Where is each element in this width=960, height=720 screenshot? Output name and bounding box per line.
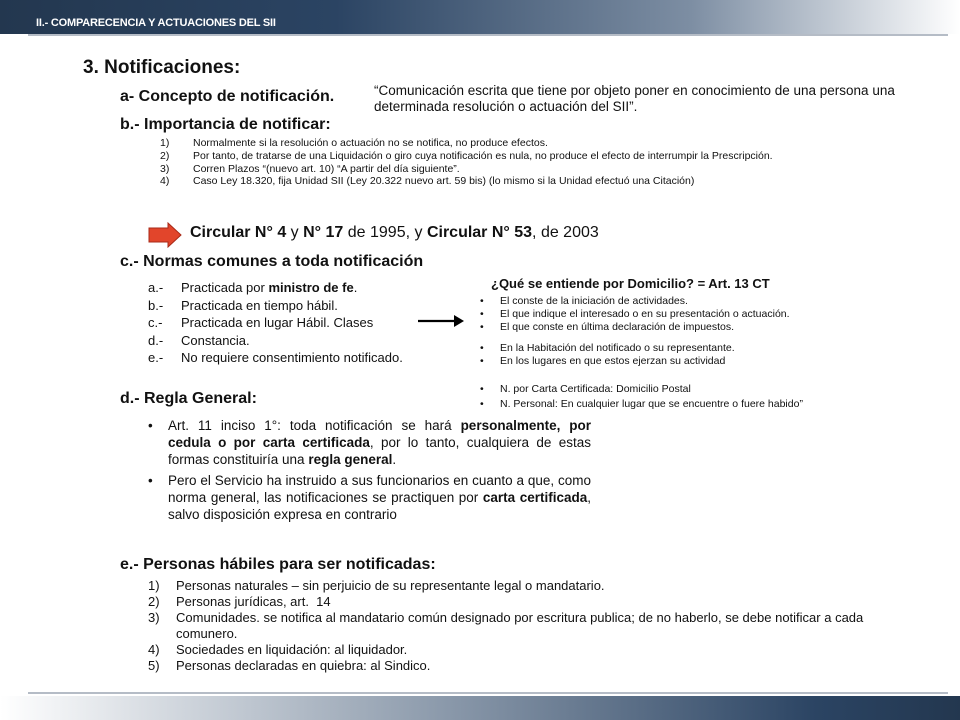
circular-reference: Circular N° 4 y N° 17 de 1995, y Circular N° 53, de 2003: [190, 224, 599, 241]
list-item: • En los lugares en que estos ejerzan su actividad: [480, 355, 726, 367]
list-item: 2) Personas jurídicas, art. 14: [148, 594, 331, 609]
header-divider: [28, 34, 948, 36]
list-item: b.- Practicada en tiempo hábil.: [148, 297, 338, 313]
importancia-label: b.- Importancia de notificar:: [120, 116, 331, 133]
domicilio-list: [480, 295, 910, 411]
header-title: II.- COMPARECENCIA Y ACTUACIONES DEL SII: [36, 17, 276, 29]
list-item: 3) Corren Plazos “(nuevo art. 10) “A partir del día siguiente”.: [160, 162, 460, 175]
personas-list: [148, 578, 878, 674]
list-item: 3) Comunidades. se notifica al mandatario común designado por escritura publica; de no haberlo, se debe notificar a cada comunero.: [148, 610, 864, 641]
right-arrow-icon: [148, 222, 182, 248]
list-item: • N. Personal: En cualquier lugar que se encuentre o fuere habido”: [480, 398, 803, 410]
list-item: • El que conste en última declaración de impuestos.: [480, 321, 735, 333]
regla-label: d.- Regla General:: [120, 390, 257, 407]
normas-label: c.- Normas comunes a toda notificación: [120, 253, 424, 270]
personas-label: e.- Personas hábiles para ser notificadas:: [120, 556, 436, 573]
list-item: a.- Practicada por ministro de fe.: [148, 280, 358, 295]
list-item: 5) Personas declaradas en quiebra: al Sindico.: [148, 658, 431, 673]
concepto-quote: “Comunicación escrita que tiene por objeto poner en conocimiento de una persona una determinada resolución o actuación del SII”.: [374, 83, 895, 114]
list-item: d.- Constancia.: [148, 332, 250, 348]
list-item: • El conste de la iniciación de actividades.: [480, 295, 688, 307]
domicilio-title: ¿Qué se entiende por Domicilio? = Art. 13 CT: [491, 276, 770, 291]
list-item: 1) Personas naturales – sin perjuicio de su representante legal o mandatario.: [148, 578, 605, 593]
list-item: 4) Caso Ley 18.320, fija Unidad SII (Ley 20.322 nuevo art. 59 bis) (lo mismo si la Unidad efectuó una Citación): [160, 175, 695, 188]
regla-body: [148, 417, 591, 523]
list-item: 2) Por tanto, de tratarse de una Liquidación o giro cuya notificación es nula, no produce el efecto de interrumpir la Prescripción.: [160, 149, 773, 162]
concepto-label: a- Concepto de notificación.: [120, 88, 335, 105]
importancia-list: [160, 137, 903, 188]
section-title: 3. Notificaciones:: [83, 57, 241, 78]
list-item: • El que indique el interesado o en su presentación o actuación.: [480, 308, 790, 320]
list-item: • Pero el Servicio ha instruido a sus funcionarios en cuanto a que, como norma general, las notificaciones se practiquen por carta certificada, salvo disposición expresa en contrario: [148, 473, 591, 522]
footer-divider: [28, 692, 948, 694]
list-item: e.- No requiere consentimiento notificado.: [148, 350, 403, 365]
list-item: c.- Practicada en lugar Hábil. Clases: [148, 315, 374, 330]
list-item: • N. por Carta Certificada: Domicilio Postal: [480, 383, 691, 395]
arrow-right-icon: [418, 314, 464, 328]
list-item: • En la Habitación del notificado o su representante.: [480, 342, 735, 354]
footer-bar: [0, 696, 960, 720]
list-item: • Art. 11 inciso 1°: toda notificación se hará personalmente, por cedula o por carta certificada, por lo tanto, cualquiera de estas formas constituiría una regla general.: [148, 418, 591, 467]
list-item: 4) Sociedades en liquidación: al liquidador.: [148, 642, 408, 657]
list-item: 1) Normalmente si la resolución o actuación no se notifica, no produce efectos.: [160, 137, 548, 149]
